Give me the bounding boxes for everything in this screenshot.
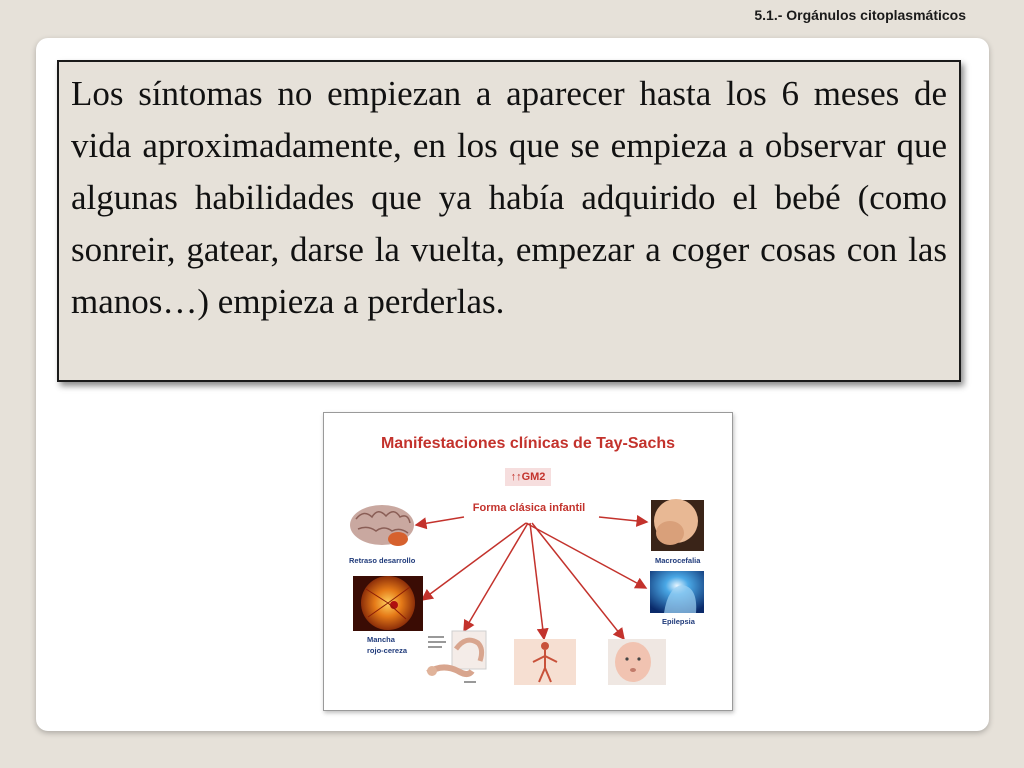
body-paragraph: Los síntomas no empiezan a aparecer hasta los 6 meses de vida aproximadamente, en los que se empieza a observar que algunas habilidades que ya había adquirido el bebé (como sonreir, gatear, darse la vuelta, empezar a coger cosas con las manos…) empieza a perderlas.	[71, 74, 947, 321]
tay-sachs-figure	[323, 412, 733, 711]
arrow-group	[416, 517, 647, 639]
caption-rojo-cereza: rojo-cereza	[367, 646, 408, 655]
caption-macrocefalia: Macrocefalia	[655, 556, 701, 565]
caption-epilepsia: Epilepsia	[662, 617, 695, 626]
gm2-badge: ↑↑GM2	[505, 468, 551, 486]
caption-mancha: Mancha	[367, 635, 395, 644]
retina-icon	[353, 576, 423, 631]
macrocefalia-icon	[651, 499, 704, 551]
arrow-to-macrocefalia	[599, 517, 647, 522]
body-silhouette-icon	[514, 639, 576, 685]
epilepsia-icon	[650, 571, 704, 613]
text-box	[57, 60, 961, 382]
arrow-to-epilepsia	[526, 523, 646, 588]
arrow-to-brain	[416, 517, 464, 525]
brain-icon	[350, 505, 414, 546]
arrow-to-body	[530, 523, 544, 639]
arrow-to-motor	[464, 523, 528, 631]
caption-retraso-desarrollo: Retraso desarrollo	[349, 556, 416, 565]
figure-title: Manifestaciones clínicas de Tay-Sachs	[380, 435, 676, 452]
center-label: Forma clásica infantil	[472, 502, 586, 514]
arrow-to-retina	[422, 523, 526, 600]
baby-face-icon	[608, 639, 666, 685]
slide-header-title: 5.1.- Orgánulos citoplasmáticos	[754, 7, 966, 23]
arrow-to-baby	[532, 523, 624, 639]
